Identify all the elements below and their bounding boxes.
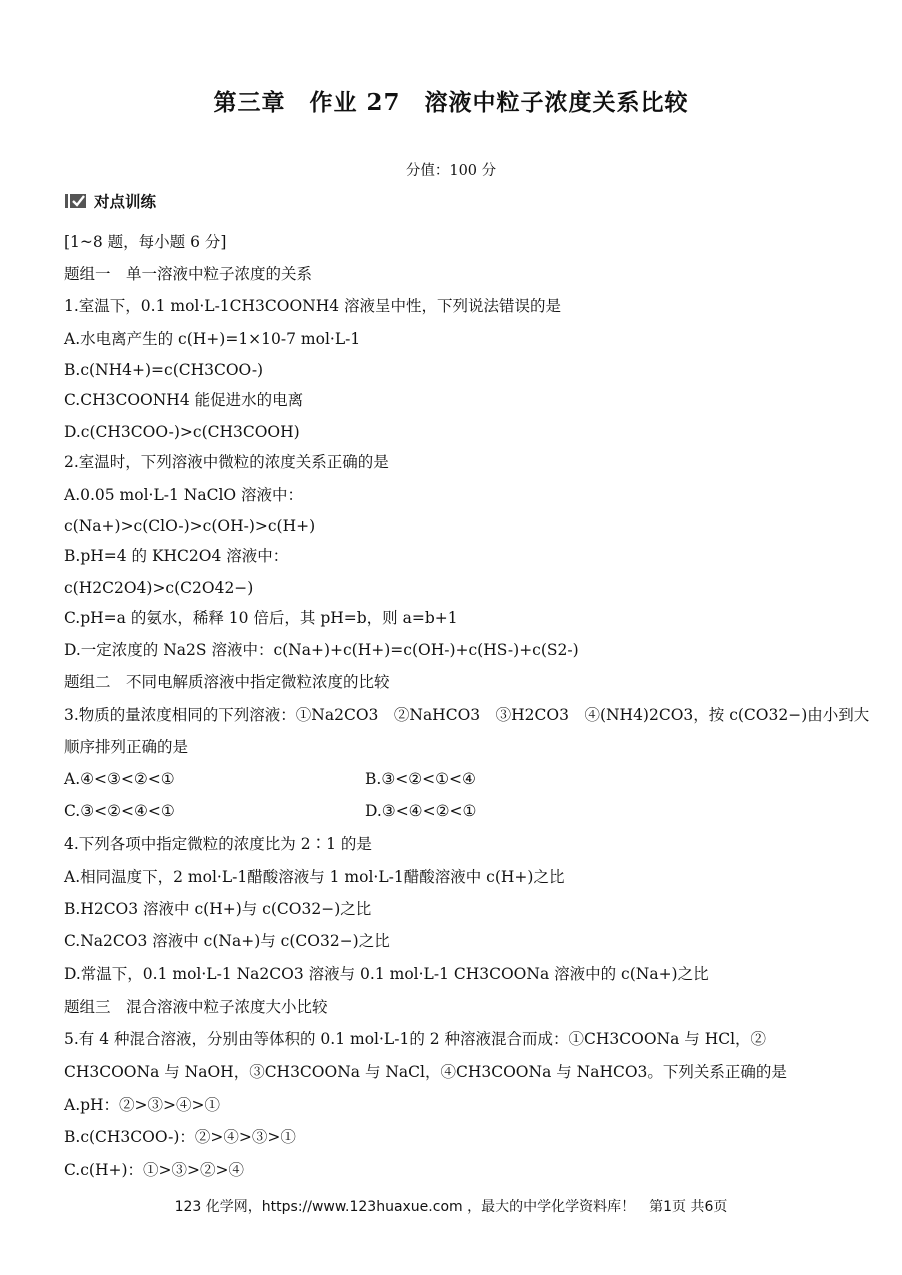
option-line: C.Na2CO3 溶液中 c(Na+)与 c(CO32−)之比 — [64, 932, 390, 950]
group-heading: 题组一 单一溶液中粒子浓度的关系 — [64, 265, 313, 283]
page-title: 第三章 作业 27 溶液中粒子浓度关系比较 — [213, 89, 689, 116]
option-line: B.H2CO3 溶液中 c(H+)与 c(CO32−)之比 — [64, 900, 372, 918]
question-3-cont: 顺序排列正确的是 — [64, 738, 189, 756]
question-3: 3.物质的量浓度相同的下列溶液：①Na2CO3 ②NaHCO3 ③H2CO3 ④(NH4)2CO3，按 c(CO32−)由小到大 — [64, 706, 870, 724]
option-line: A.pH：②>③>④>① — [64, 1096, 221, 1114]
option-line: A.水电离产生的 c(H+)=1×10-7 mol·L-1 — [64, 330, 361, 348]
option-line: B.c(NH4+)=c(CH3COO-) — [64, 361, 264, 379]
group-heading: 题组二 不同电解质溶液中指定微粒浓度的比较 — [64, 673, 390, 691]
option-line: A.相同温度下，2 mol·L-1醋酸溶液与 1 mol·L-1醋酸溶液中 c(H+)之比 — [64, 868, 565, 886]
question-5: 5.有 4 种混合溶液，分别由等体积的 0.1 mol·L-1的 2 种溶液混合而成：①CH3COONa 与 HCl，② — [64, 1030, 767, 1048]
page-footer: 123 化学网，https://www.123huaxue.com ，最大的中学化学资料库！ 第1页 共6页 — [174, 1199, 728, 1215]
option-line: D.一定浓度的 Na2S 溶液中：c(Na+)+c(H+)=c(OH-)+c(HS-)+c(S2-) — [64, 641, 579, 659]
option-line: D.常温下，0.1 mol·L-1 Na2CO3 溶液与 0.1 mol·L-1 CH3COONa 溶液中的 c(Na+)之比 — [64, 965, 709, 983]
score-label: 分值：100 分 — [405, 163, 497, 179]
option-line: C.pH=a 的氨水，稀释 10 倍后，其 pH=b，则 a=b+1 — [64, 609, 458, 627]
checkmark-box-icon — [64, 192, 88, 210]
option-d: D.③<④<②<① — [365, 802, 477, 820]
option-a: A.④<③<②<① — [64, 770, 175, 788]
section-label: 对点训练 — [94, 192, 157, 211]
question-4: 4.下列各项中指定微粒的浓度比为 2∶1 的是 — [64, 835, 372, 853]
option-line: C.CH3COONH4 能促进水的电离 — [64, 391, 304, 409]
group-heading: 题组三 混合溶液中粒子浓度大小比较 — [64, 998, 328, 1016]
option-line: A.0.05 mol·L-1 NaClO 溶液中： — [64, 486, 304, 504]
question-5-cont: CH3COONa 与 NaOH，③CH3COONa 与 NaCl，④CH3COONa 与 NaHCO3。下列关系正确的是 — [64, 1063, 787, 1081]
option-line: B.c(CH3COO-)：②>④>③>① — [64, 1128, 296, 1146]
option-line: c(Na+)>c(ClO-)>c(OH-)>c(H+) — [64, 517, 316, 535]
section-header — [64, 190, 156, 212]
question-2: 2.室温时，下列溶液中微粒的浓度关系正确的是 — [64, 453, 389, 471]
option-line: D.c(CH3COO-)>c(CH3COOH) — [64, 423, 300, 441]
instruction-line: [1~8 题，每小题 6 分] — [64, 233, 227, 251]
option-line: B.pH=4 的 KHC2O4 溶液中： — [64, 547, 289, 565]
option-line: C.c(H+)：①>③>②>④ — [64, 1161, 244, 1179]
question-1: 1.室温下，0.1 mol·L-1CH3COONH4 溶液呈中性，下列说法错误的是 — [64, 297, 562, 315]
option-c: C.③<②<④<① — [64, 802, 175, 820]
option-b: B.③<②<①<④ — [365, 770, 476, 788]
option-line: c(H2C2O4)>c(C2O42−) — [64, 579, 254, 597]
